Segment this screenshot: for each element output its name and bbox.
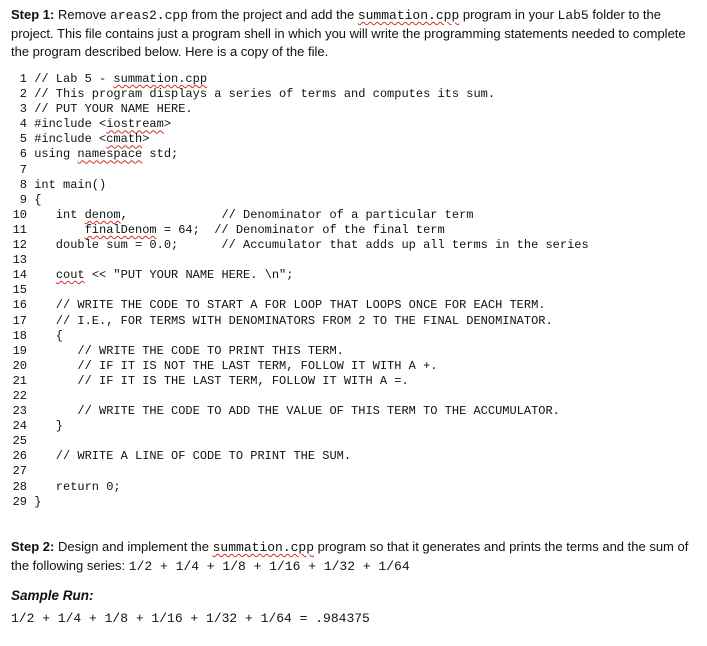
- line-number: 22: [12, 388, 27, 403]
- line-number: 6: [19, 147, 27, 162]
- code-text: >: [163, 117, 172, 132]
- step2-text: Design and implement the: [54, 539, 213, 554]
- code-line: [11, 434, 589, 449]
- program-filename: summation.cpp: [212, 540, 315, 555]
- step2-paragraph: [11, 538, 701, 576]
- step2-text: program so that it generates and prints the terms and the sum of the following series:: [11, 539, 689, 573]
- code-line: [11, 374, 589, 389]
- code-text: }: [27, 494, 42, 509]
- code-text: double sum = 0.0; // Accumulator that adds up all terms in the series: [27, 238, 589, 253]
- line-number: 3: [19, 102, 27, 117]
- code-text: = 64; // Denominator of the final term: [156, 222, 445, 237]
- code-line: [11, 238, 589, 253]
- new-filename: summation.cpp: [357, 8, 460, 23]
- line-number: 24: [12, 419, 27, 434]
- code-line: [11, 117, 589, 132]
- sample-run-output: 1/2 + 1/4 + 1/8 + 1/16 + 1/32 + 1/64 = .984375: [11, 611, 370, 626]
- code-text: // WRITE THE CODE TO PRINT THIS TERM.: [27, 343, 344, 358]
- line-number: 29: [12, 494, 27, 509]
- code-text: }: [27, 419, 64, 434]
- flagged-identifier: summation.cpp: [113, 72, 208, 86]
- line-number: 25: [12, 434, 27, 449]
- line-number: 10: [12, 207, 27, 222]
- line-number: 4: [19, 117, 27, 132]
- line-number: 26: [12, 449, 27, 464]
- code-line: [11, 329, 589, 344]
- code-text: [27, 268, 56, 282]
- code-line: [11, 223, 589, 238]
- code-line: [11, 163, 589, 178]
- code-line: [11, 87, 589, 102]
- line-number: 19: [12, 343, 27, 358]
- line-number: 11: [12, 222, 27, 237]
- code-text: using: [27, 147, 78, 162]
- line-number: 18: [12, 328, 27, 343]
- flagged-identifier: cout: [55, 268, 85, 283]
- line-number: 12: [12, 238, 27, 253]
- code-line: [11, 344, 589, 359]
- code-text: // This program displays a series of terms and computes its sum.: [27, 87, 496, 102]
- line-number: 21: [12, 373, 27, 388]
- lab-folder-name: Lab5: [557, 8, 589, 23]
- code-text: std;: [142, 147, 179, 162]
- line-number: 9: [19, 192, 27, 207]
- code-text: , // Denominator of a particular term: [120, 207, 474, 222]
- code-line: [11, 298, 589, 313]
- code-line: [11, 178, 589, 193]
- code-line: [11, 132, 589, 147]
- code-line: [11, 389, 589, 404]
- code-text: // WRITE THE CODE TO ADD THE VALUE OF THIS TERM TO THE ACCUMULATOR.: [27, 404, 560, 419]
- line-number: 23: [12, 404, 27, 419]
- code-text: return 0;: [27, 479, 121, 494]
- line-number: 28: [12, 479, 27, 494]
- code-text: {: [27, 328, 64, 343]
- code-text: [27, 223, 85, 237]
- line-number: 8: [19, 177, 27, 192]
- code-listing: [11, 72, 589, 510]
- line-number: 2: [19, 87, 27, 102]
- step1-text: from the project and add the: [188, 7, 358, 22]
- code-text: // IF IT IS THE LAST TERM, FOLLOW IT WITH A =.: [27, 373, 409, 388]
- code-text: {: [27, 192, 42, 207]
- code-line: [11, 193, 589, 208]
- code-line: [11, 419, 589, 434]
- flagged-identifier: cmath: [106, 132, 143, 147]
- code-text: // I.E., FOR TERMS WITH DENOMINATORS FROM 2 TO THE FINAL DENOMINATOR.: [27, 313, 553, 328]
- code-line: [11, 359, 589, 374]
- line-number: 5: [19, 132, 27, 147]
- line-number: 15: [12, 283, 27, 298]
- code-text: // WRITE THE CODE TO START A FOR LOOP THAT LOOPS ONCE FOR EACH TERM.: [27, 298, 546, 313]
- code-text: int main(): [27, 177, 107, 192]
- step2-label: Step 2:: [11, 539, 55, 554]
- step1-text: Remove: [54, 7, 110, 22]
- code-text: #include <: [27, 132, 107, 147]
- line-number: 16: [12, 298, 27, 313]
- code-line: [11, 283, 589, 298]
- flagged-identifier: iostream: [106, 117, 164, 132]
- code-text: // Lab 5 -: [27, 72, 114, 86]
- flagged-identifier: finalDenom: [84, 222, 157, 237]
- code-text: << "PUT YOUR NAME HERE. \n";: [84, 268, 294, 283]
- code-line: [11, 268, 589, 283]
- code-line: [11, 147, 589, 162]
- code-line: [11, 495, 589, 510]
- step1-paragraph: [11, 6, 701, 61]
- flagged-identifier: namespace: [77, 147, 143, 162]
- code-text: >: [142, 132, 150, 147]
- code-line: [11, 253, 589, 268]
- series-expression: 1/2 + 1/4 + 1/8 + 1/16 + 1/32 + 1/64: [128, 559, 410, 574]
- code-line: [11, 404, 589, 419]
- line-number: 27: [12, 464, 27, 479]
- code-line: [11, 208, 589, 223]
- line-number: 17: [12, 313, 27, 328]
- code-text: // IF IT IS NOT THE LAST TERM, FOLLOW IT WITH A +.: [27, 358, 438, 373]
- code-line: [11, 314, 589, 329]
- code-line: [11, 480, 589, 495]
- code-text: #include <: [27, 117, 107, 132]
- code-line: [11, 449, 589, 464]
- sample-run-heading: Sample Run:: [11, 588, 94, 603]
- code-line: [11, 102, 589, 117]
- line-number: 13: [12, 253, 27, 268]
- step1-text: program in your: [459, 7, 558, 22]
- code-line: [11, 72, 589, 87]
- code-text: // PUT YOUR NAME HERE.: [27, 102, 193, 117]
- code-line: [11, 464, 589, 479]
- step1-label: Step 1:: [11, 7, 55, 22]
- line-number: 14: [12, 268, 27, 283]
- flagged-identifier: denom: [84, 207, 121, 222]
- line-number: 1: [19, 72, 27, 86]
- code-text: // WRITE A LINE OF CODE TO PRINT THE SUM.: [27, 449, 352, 464]
- old-filename: areas2.cpp: [109, 8, 188, 23]
- step1-text: folder to the project. This file contains just a program shell in which you will write the programming statements needed to complete the program described below. Here is a copy of the file.: [11, 7, 686, 59]
- line-number: 7: [19, 162, 27, 177]
- code-text: int: [27, 207, 85, 222]
- line-number: 20: [12, 358, 27, 373]
